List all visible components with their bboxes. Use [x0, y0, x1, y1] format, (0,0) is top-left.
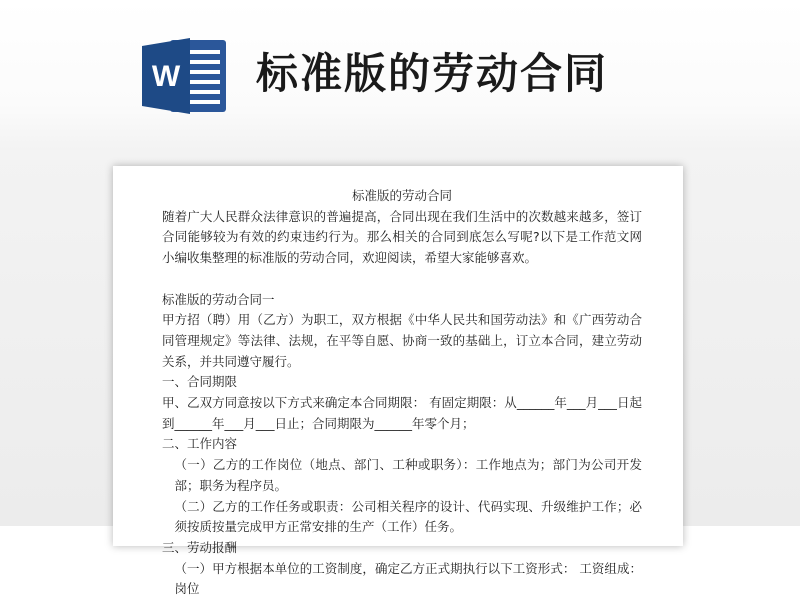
contract-preamble: 甲方招（聘）用（乙方）为职工，双方根据《中华人民共和国劳动法》和《广西劳动合同管理规定》等法律、法规，在平等自愿、协商一致的基础上，订立本合同，建立劳动关系，并共同遵守履行。	[162, 312, 642, 369]
word-icon-letter: W	[151, 60, 181, 93]
word-icon	[140, 36, 230, 116]
intro-paragraph: 随着广大人民群众法律意识的普遍提高，合同出现在我们生活中的次数越来越多，签订合同能够较为有效的约束违约行为。那么相关的合同到底怎么写呢?以下是工作范文网小编收集整理的标准版的劳动合同，欢迎阅读，希望大家能够喜欢。	[162, 208, 642, 266]
page-title: 标准版的劳动合同	[256, 49, 609, 98]
clause-heading-term: 一、合同期限	[162, 374, 238, 390]
clause-work-duties: （二）乙方的工作任务或职责：公司相关程序的设计、代码实现、升级维护工作；必须按质按量完成甲方正常安排的生产（工作）任务。	[174, 498, 642, 535]
clause-heading-work: 二、工作内容	[162, 436, 238, 452]
clause-pay-text: （一）甲方根据本单位的工资制度，确定乙方正式期执行以下工资形式： 工资组成：岗位	[174, 560, 642, 597]
document-page	[113, 166, 683, 597]
section-title: 标准版的劳动合同一	[162, 291, 275, 307]
clause-heading-pay: 三、劳动报酬	[162, 539, 238, 555]
blank-line	[162, 269, 642, 290]
clause-term-text: 甲、乙双方同意按以下方式来确定本合同期限： 有固定期限：从______年___月___日起到______年___月___日止；合同期限为______年零个月；	[162, 395, 642, 431]
document-heading: 标准版的劳动合同	[351, 188, 452, 203]
clause-work-position: （一）乙方的工作岗位（地点、部门、工种或职务）：工作地点为；部门为公司开发部；职务为程序员。	[174, 457, 642, 493]
header-banner	[0, 0, 800, 150]
document-body	[162, 186, 642, 600]
